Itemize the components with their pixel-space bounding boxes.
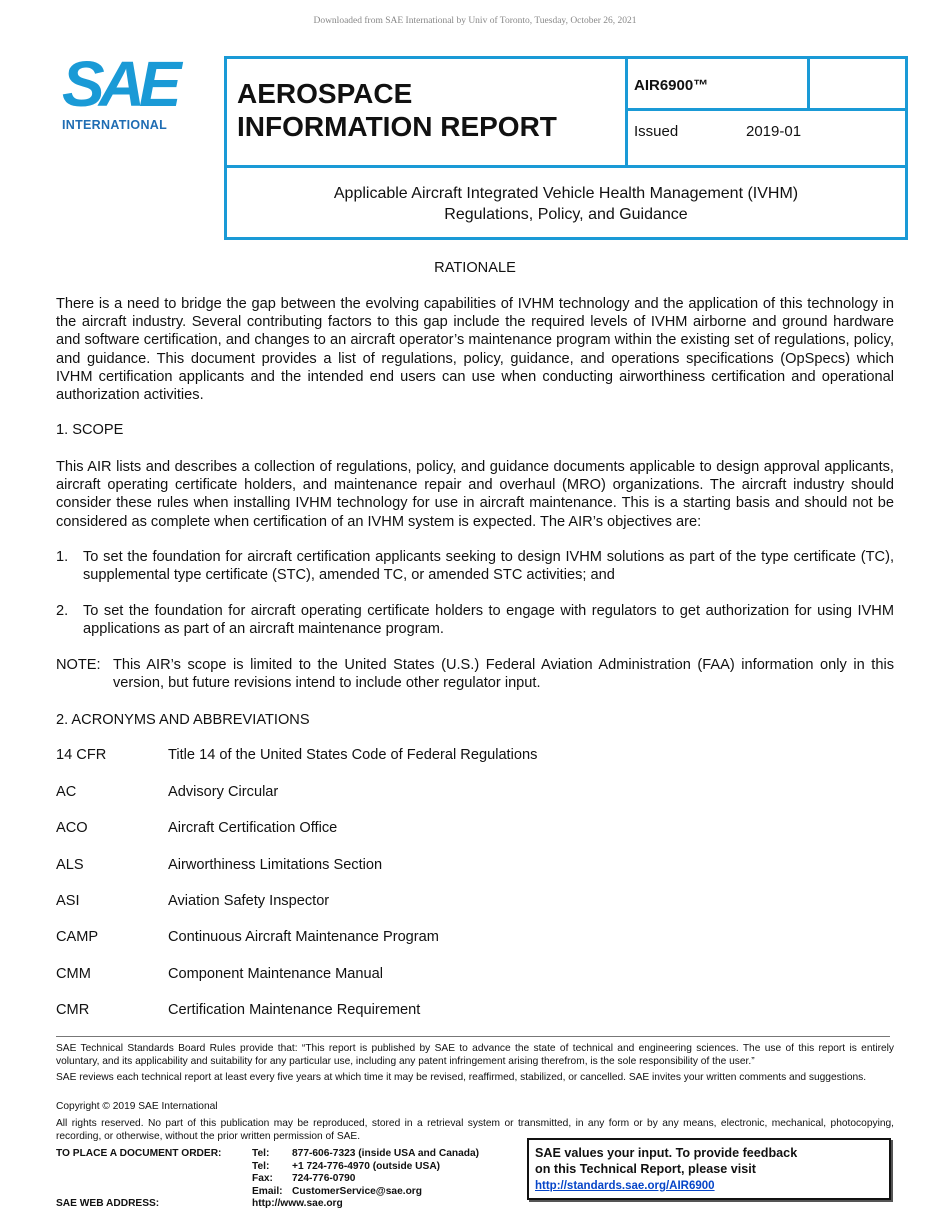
acronym-row (56, 820, 337, 836)
note-label: NOTE: (56, 657, 101, 673)
acronym-row (56, 929, 439, 945)
download-notice: Downloaded from SAE International by Univ of Toronto, Tuesday, October 26, 2021 (313, 16, 637, 26)
acronym-definition: Aviation Safety Inspector (168, 893, 330, 909)
subtitle-line1: Applicable Aircraft Integrated Vehicle Health Management (IVHM) (333, 185, 799, 202)
feedback-line2: on this Technical Report, please visit (535, 1162, 756, 1176)
web-address-label: SAE WEB ADDRESS: (56, 1198, 160, 1209)
rationale-text: There is a need to bridge the gap between the evolving capabilities of IVHM technology and the application of this technology in the aircraft industry. Several contributing factors to this gap include the required levels of IVHM airborne and ground hardware and software certification, and changes to an aircraft operator’s maintenance program within the existing set of regulations, policy, and guidance. This document provides a list of regulations, policy, guidance, and operations specifications (OpSpecs) which IVHM certification applicants and the intended end users can use when conducting airworthiness certification and operational authorization activities. (56, 296, 894, 404)
subtitle-line2: Regulations, Policy, and Guidance (444, 206, 688, 223)
acronym-definition: Certification Maintenance Requirement (168, 1002, 421, 1018)
feedback-link[interactable]: http://standards.sae.org/AIR6900 (535, 1180, 715, 1192)
contact-label: Fax: (252, 1173, 273, 1185)
feedback-box (527, 1138, 891, 1200)
contact-label: Tel: (252, 1148, 270, 1159)
order-contacts (252, 1148, 479, 1211)
acronym-row (56, 966, 383, 982)
title-line2: INFORMATION REPORT (237, 111, 557, 142)
footer-rules: SAE Technical Standards Board Rules provide that: “This report is published by SAE to advance the state of technical and engineering sciences. The use of this report is entirely voluntary, and its applicability and suitability for any particular use, including any patent infringement arising therefrom, is the sole responsibility of the user.” (56, 1043, 894, 1067)
contact-value[interactable]: 724-776-0790 (292, 1173, 356, 1185)
footer-copyright: Copyright © 2019 SAE International (56, 1101, 218, 1112)
scope-objective-2 (56, 602, 894, 638)
logo-text: SAE (62, 48, 176, 120)
acronym: ASI (56, 893, 80, 909)
contact-label: Tel: (252, 1160, 270, 1172)
feedback-line1: SAE values your input. To provide feedback (535, 1146, 798, 1160)
sae-logo (62, 48, 192, 134)
acronym-row (56, 857, 382, 873)
item-text: To set the foundation for aircraft operating certificate holders to engage with regulators to get authorization for using IVHM applications as part of an aircraft maintenance program. (83, 603, 894, 638)
title-line1: AEROSPACE (237, 78, 413, 109)
note-text: This AIR’s scope is limited to the United States (U.S.) Federal Aviation Administration (FAA) information only in this version, but future revisions intend to include other regulator input. (113, 657, 894, 692)
acronym-row (56, 893, 329, 909)
email-link[interactable]: CustomerService@sae.org (292, 1185, 422, 1197)
document-number: AIR6900™ (634, 77, 709, 94)
document-subtitle (227, 183, 905, 225)
issued-date: 2019-01 (746, 123, 802, 140)
acronym: CAMP (56, 929, 99, 945)
footer-review: SAE reviews each technical report at least every five years at which time it may be revised, reaffirmed, stabilized, or cancelled. SAE invites your written comments and suggestions. (56, 1072, 867, 1083)
contact-label: Email: (252, 1185, 283, 1197)
acronym: ACO (56, 820, 88, 836)
acronym-row (56, 784, 278, 800)
rationale-heading: RATIONALE (434, 260, 516, 276)
acronym: CMM (56, 966, 91, 982)
acronym-definition: Aircraft Certification Office (168, 820, 338, 836)
item-text: To set the foundation for aircraft certification applicants seeking to design IVHM solutions as part of the type certificate (TC), supplemental type certificate (STC), amended TC, or amended STC activities; and (83, 549, 894, 584)
contact-value[interactable]: 877-606-7323 (inside USA and Canada) (292, 1148, 480, 1159)
acronym: CMR (56, 1002, 90, 1018)
acronym: ALS (56, 857, 84, 873)
acronym-row (56, 747, 537, 763)
logo-subtext: INTERNATIONAL (62, 118, 168, 132)
footer-rights: All rights reserved. No part of this publication may be reproduced, stored in a retrieval system or transmitted, in any form or by any means, electronic, mechanical, photocopying, recording, or otherwise, without the prior written permission of SAE. (56, 1118, 894, 1142)
acronym-definition: Continuous Aircraft Maintenance Program (168, 929, 439, 945)
acronym-row (56, 1002, 420, 1018)
acronym: AC (56, 784, 77, 800)
item-number: 1. (56, 549, 69, 565)
scope-heading: 1. SCOPE (56, 422, 124, 438)
scope-text: This AIR lists and describes a collection of regulations, policy, and guidance documents applicable to design approval applicants, aircraft operating certificate holders, and maintenance repair and overhaul (MRO) organizations. The aircraft industry should consider these rules when installing IVHM technology for use in aircraft maintenance. This is a starting basis and should not be considered as complete when certification of an IVHM system is expected. The AIR’s objectives are: (56, 459, 894, 530)
acronyms-heading: 2. ACRONYMS AND ABBREVIATIONS (56, 712, 310, 728)
web-address-link[interactable]: http://www.sae.org (252, 1198, 343, 1210)
footer-divider (56, 1036, 890, 1037)
acronym-definition: Airworthiness Limitations Section (168, 857, 383, 873)
acronym-definition: Title 14 of the United States Code of Federal Regulations (168, 747, 538, 763)
scope-objective-1 (56, 548, 894, 584)
item-number: 2. (56, 603, 69, 619)
acronym-definition: Component Maintenance Manual (168, 966, 383, 982)
acronym: 14 CFR (56, 747, 107, 763)
order-label: TO PLACE A DOCUMENT ORDER: (56, 1148, 222, 1159)
document-type-title (237, 77, 557, 143)
issued-label: Issued (634, 123, 679, 140)
document-header-box (224, 56, 908, 240)
contact-value[interactable]: +1 724-776-4970 (outside USA) (292, 1160, 441, 1172)
acronym-definition: Advisory Circular (168, 784, 279, 800)
scope-note (56, 656, 894, 692)
